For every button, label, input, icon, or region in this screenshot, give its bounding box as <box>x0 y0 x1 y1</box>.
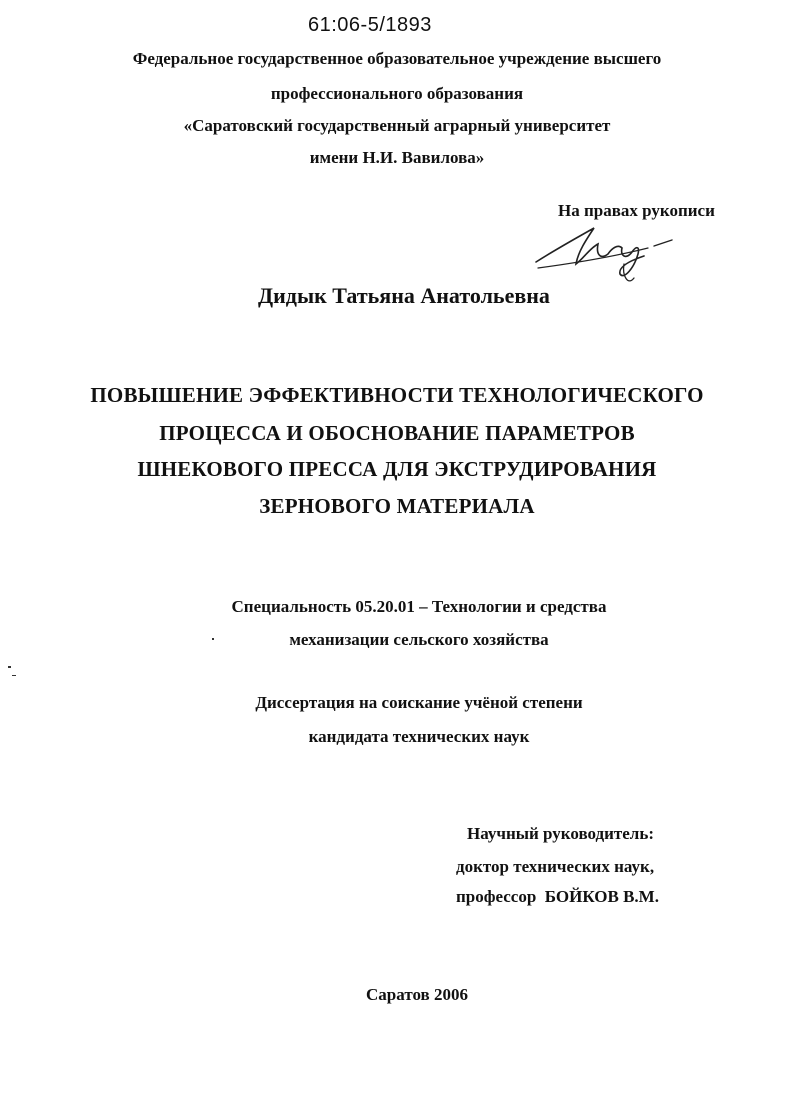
scan-speck <box>12 675 16 676</box>
author-name: Дидык Татьяна Анатольевна <box>258 283 550 308</box>
supervisor-heading: Научный руководитель: <box>467 824 654 843</box>
institution-line-2: профессионального образования <box>270 84 524 103</box>
specialty-line-1: Специальность 05.20.01 – Технологии и средства <box>231 597 607 616</box>
scan-speck <box>212 638 214 640</box>
institution-line-4: имени Н.И. Вавилова» <box>309 148 485 167</box>
handwritten-signature <box>528 218 678 290</box>
title-line-2: ПРОЦЕССА И ОБОСНОВАНИЕ ПАРАМЕТРОВ <box>159 421 635 445</box>
title-line-3: ШНЕКОВОГО ПРЕССА ДЛЯ ЭКСТРУДИРОВАНИЯ <box>137 457 657 481</box>
dissertation-line-1: Диссертация на соискание учёной степени <box>255 693 583 712</box>
dissertation-line-2: кандидата технических наук <box>308 727 530 746</box>
manuscript-rights: На правах рукописи <box>558 201 715 220</box>
title-line-1: ПОВЫШЕНИЕ ЭФФЕКТИВНОСТИ ТЕХНОЛОГИЧЕСКОГО <box>90 383 704 407</box>
supervisor-name: профессор БОЙКОВ В.М. <box>456 887 659 906</box>
scan-speck <box>8 666 11 668</box>
institution-line-3: «Саратовский государственный аграрный университет <box>183 116 611 135</box>
specialty-line-2: механизации сельского хозяйства <box>289 630 549 649</box>
archive-code: 61:06-5/1893 <box>308 14 432 36</box>
supervisor-degree: доктор технических наук, <box>456 857 655 876</box>
title-line-4: ЗЕРНОВОГО МАТЕРИАЛА <box>259 494 535 518</box>
city-year: Саратов 2006 <box>366 985 468 1004</box>
institution-line-1: Федеральное государственное образовательное учреждение высшего <box>132 49 662 68</box>
